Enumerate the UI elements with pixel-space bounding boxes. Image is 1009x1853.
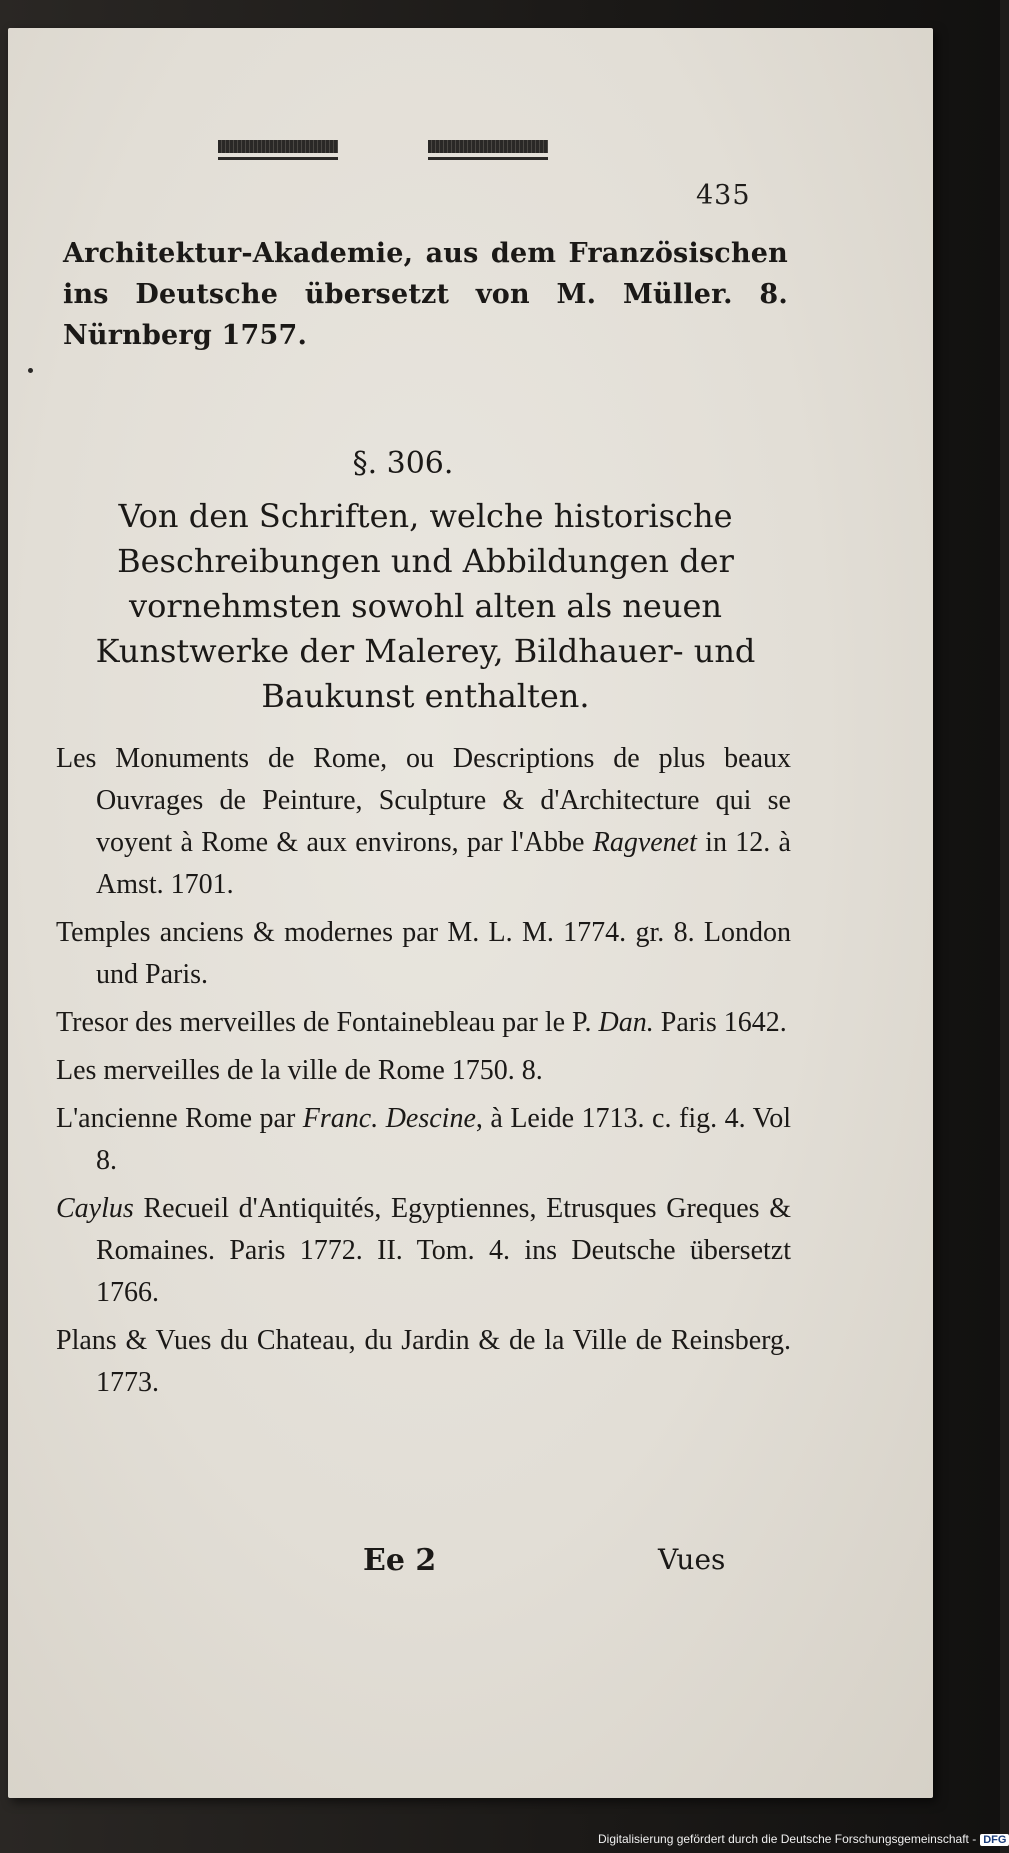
digitization-credit bbox=[598, 1832, 1009, 1846]
page-number: 435 bbox=[696, 180, 751, 211]
section-number: §. 306. bbox=[352, 446, 454, 481]
header-rule-left bbox=[218, 140, 338, 162]
continuation-text: Architektur-Akademie, aus dem Französischen ins Deutsche übersetzt von M. Müller. 8. Nürnberg 1757. bbox=[63, 238, 788, 351]
bibliography-entry: Les Monuments de Rome, ou Descriptions de plus beaux Ouvrages de Peinture, Sculpture & d'Architecture qui se voyent à Rome & aux environs, par l'Abbe Ragvenet in 12. à Amst. 1701. bbox=[56, 743, 791, 900]
dfg-logo: DFG bbox=[980, 1834, 1009, 1846]
signature-mark: Ee 2 bbox=[363, 1543, 437, 1578]
header-ornament bbox=[218, 140, 598, 180]
bibliography-entry: Temples anciens & modernes par M. L. M. 1774. gr. 8. London und Paris. bbox=[56, 917, 791, 990]
bibliography-entry: Caylus Recueil d'Antiquités, Egyptiennes, Etrusques Greques & Romaines. Paris 1772. II. Tom. 4. ins Deutsche übersetzt 1766. bbox=[56, 1193, 791, 1308]
bibliography-list bbox=[56, 738, 791, 1410]
catchword: Vues bbox=[658, 1543, 726, 1576]
book-page bbox=[8, 28, 933, 1798]
bibliography-entry: Les merveilles de la ville de Rome 1750. 8. bbox=[56, 1055, 543, 1086]
bibliography-entry: Plans & Vues du Chateau, du Jardin & de la Ville de Reinsberg. 1773. bbox=[56, 1325, 791, 1398]
header-rule-right bbox=[428, 140, 548, 162]
section-heading: Von den Schriften, welche historische Beschreibungen und Abbildungen der vornehmsten sowohl alten als neuen Kunstwerke der Malerey, Bildhauer- und Baukunst enthalten. bbox=[95, 497, 756, 715]
margin-mark bbox=[28, 368, 33, 373]
bibliography-entry: Tresor des merveilles de Fontainebleau par le P. Dan. Paris 1642. bbox=[56, 1007, 787, 1038]
credit-text: Digitalisierung gefördert durch die Deutsche Forschungsgemeinschaft - bbox=[598, 1832, 977, 1846]
bibliography-entry: L'ancienne Rome par Franc. Descine, à Leide 1713. c. fig. 4. Vol 8. bbox=[56, 1103, 791, 1176]
